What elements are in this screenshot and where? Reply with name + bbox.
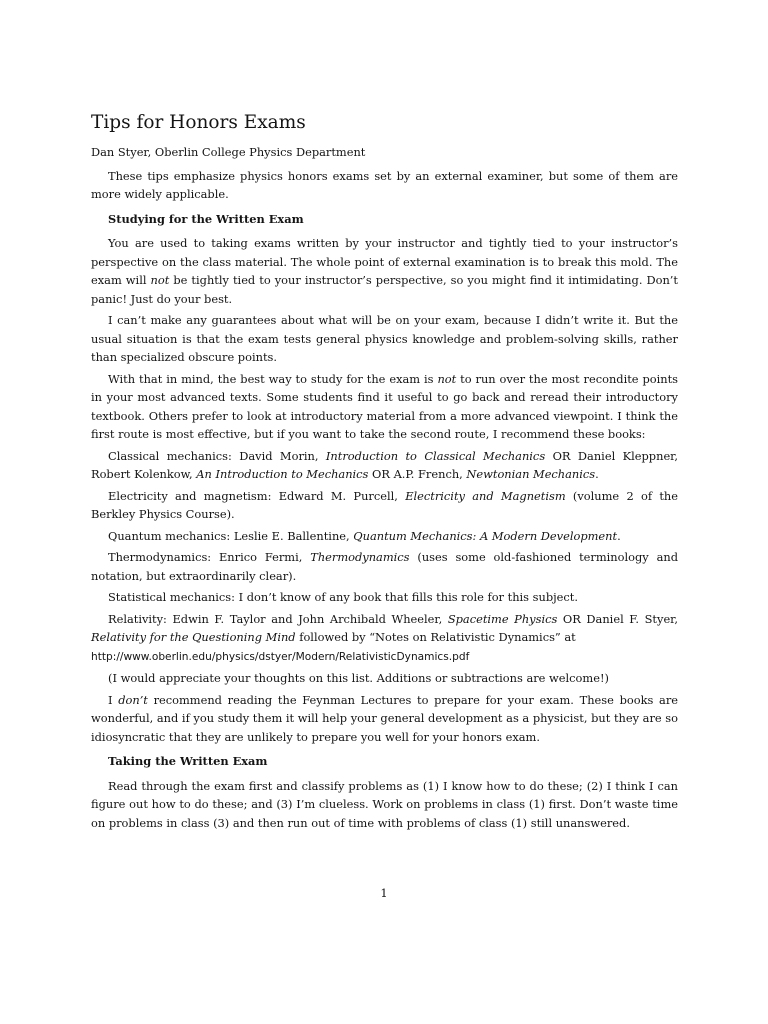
document-body [91,112,678,835]
page-number: 1 [380,886,388,900]
book-thermodynamics: Thermodynamics: Enrico Fermi, Thermodynamics (uses some old-fashioned terminology and notation, but extraordinarily clear). [91,550,679,583]
paragraph-study-approach: With that in mind, the best way to study for the exam is not to run over the most recondite points in your most advanced texts. Some students find it useful to go back and reread their introductory textbook. Others prefer to look at introductory material from a more advanced viewpoint. I think the first route is most effective, but if you want to take the second route, I recommend these books: [91,371,679,441]
section-heading-studying: Studying for the Written Exam [108,211,304,226]
author-line: Dan Styer, Oberlin College Physics Department [91,145,366,159]
paragraph-feedback: (I would appreciate your thoughts on this list. Additions or subtractions are welcome!) [108,671,609,685]
paragraph-guarantees: I can’t make any guarantees about what will be on your exam, because I didn’t write it. But the usual situation is that the exam tests general physics knowledge and problem-solving skills, rather than specialized obscure points. [91,313,678,364]
paragraph-instructor: You are used to taking exams written by your instructor and tightly tied to your instructor’s perspective on the class material. The whole point of external examination is to break this mold. The exam will not be tightly tied to your instructor’s perspective, so you might find it intimidating. Don’t panic! Just do your best. [91,236,679,306]
paragraph-feynman: I don’t recommend reading the Feynman Lectures to prepare for your exam. These books are wonderful, and if you study them it will help your general development as a physicist, but they are so idiosyncratic that they are unlikely to prepare you well for your honors exam. [91,692,678,744]
intro-paragraph: These tips emphasize physics honors exams set by an external examiner, but some of them are more widely applicable. [91,168,678,201]
book-relativity: Relativity: Edwin F. Taylor and John Archibald Wheeler, Spacetime Physics OR Daniel F. Styer, Relativity for the Questioning Mind followed by “Notes on Relativistic Dynamics” at http://www.oberlin.edu/physics/dstyer/Modern/RelativisticDynamics.pdf [91,611,678,663]
relativistic-dynamics-link[interactable]: http://www.oberlin.edu/physics/dstyer/Modern/RelativisticDynamics.pdf [91,650,470,663]
book-electricity-magnetism: Electricity and magnetism: Edward M. Purcell, Electricity and Magnetism (volume 2 of the Berkley Physics Course). [91,488,678,521]
book-statistical-mechanics: Statistical mechanics: I don’t know of any book that fills this role for this subject. [108,590,578,604]
paragraph-taking-exam: Read through the exam first and classify problems as (1) I know how to do these; (2) I think I can figure out how to do these; and (3) I’m clueless. Work on problems in class (1) first. Don’t waste time on problems in class (3) and then run out of time with problems of class (1) still unanswered. [91,778,678,830]
book-quantum-mechanics: Quantum mechanics: Leslie E. Ballentine, Quantum Mechanics: A Modern Development. [108,528,621,543]
page-title: Tips for Honors Exams [91,112,306,133]
section-heading-taking: Taking the Written Exam [108,754,268,768]
book-classical-mechanics: Classical mechanics: David Morin, Introduction to Classical Mechanics OR Daniel Kleppner, Robert Kolenkow, An Introduction to Mechanics OR A.P. French, Newtonian Mechanics. [91,448,678,481]
